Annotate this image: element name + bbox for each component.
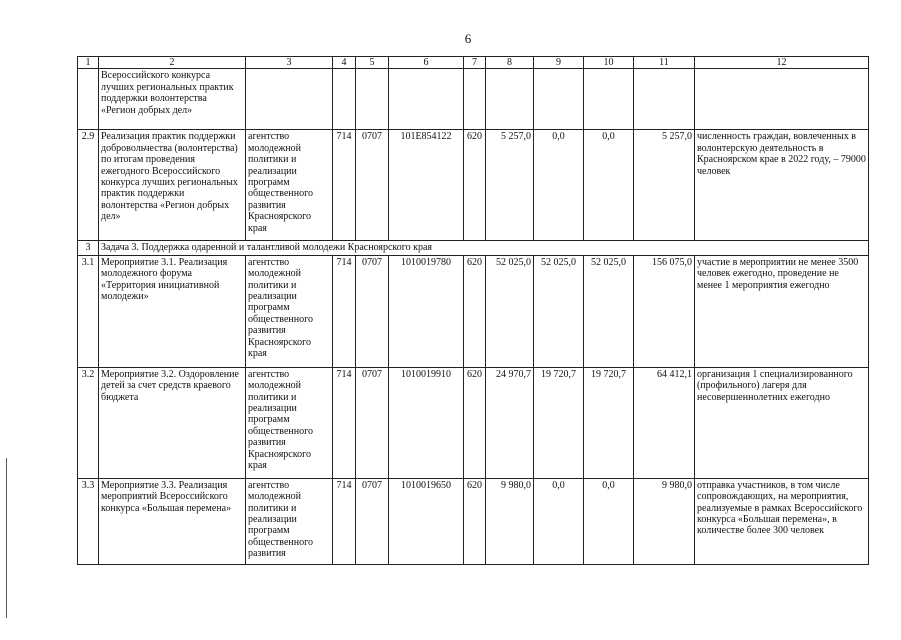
header-cell: 3: [246, 57, 333, 69]
row-number: 2.9: [78, 130, 99, 241]
cell-c10: 0,0: [584, 130, 634, 241]
header-cell: 1: [78, 57, 99, 69]
cell-c7: 620: [464, 255, 486, 367]
header-cell: 2: [99, 57, 246, 69]
header-cell: 5: [356, 57, 389, 69]
cell-c7: 620: [464, 478, 486, 564]
cell-c8: 9 980,0: [486, 478, 534, 564]
table-row: [78, 130, 869, 241]
header-cell: 7: [464, 57, 486, 69]
cell-c11: 64 412,1: [634, 367, 695, 478]
table-row: [78, 367, 869, 478]
cell-c8: 52 025,0: [486, 255, 534, 367]
task-row: [78, 241, 869, 255]
event-name: Всероссийского конкурса лучших региональных практик поддержки волонтерства «Регион добрых дел»: [99, 69, 246, 130]
row-number: 3.3: [78, 478, 99, 564]
cell-c8: 24 970,7: [486, 367, 534, 478]
result-indicator: [695, 69, 869, 130]
cell-c10: 19 720,7: [584, 367, 634, 478]
result-indicator: организация 1 специализированного (профильного) лагеря для несовершеннолетних ежегодно: [695, 367, 869, 478]
cell-c4: 714: [333, 478, 356, 564]
cell-c11: 9 980,0: [634, 478, 695, 564]
agency: агентство молодежной политики и реализации программ общественного развития: [246, 478, 333, 564]
agency: агентство молодежной политики и реализации программ общественного развития Красноярского края: [246, 255, 333, 367]
cell-c5: 0707: [356, 478, 389, 564]
header-cell: 9: [534, 57, 584, 69]
header-cell: 6: [389, 57, 464, 69]
cell-c4: 714: [333, 255, 356, 367]
cell-c9: [534, 69, 584, 130]
result-indicator: участие в мероприятии не менее 3500 человек ежегодно, проведение не менее 1 мероприятия ежегодно: [695, 255, 869, 367]
cell-c11: 156 075,0: [634, 255, 695, 367]
result-indicator: численность граждан, вовлеченных в волонтерскую деятельность в Красноярском крае в 2022 году, – 79000 человек: [695, 130, 869, 241]
header-cell: 4: [333, 57, 356, 69]
cell-c4: [333, 69, 356, 130]
cell-c10: [584, 69, 634, 130]
row-number: 3.1: [78, 255, 99, 367]
cell-c8: [486, 69, 534, 130]
event-name: Мероприятие 3.3. Реализация мероприятий Всероссийского конкурса «Большая перемена»: [99, 478, 246, 564]
cell-c7: [464, 69, 486, 130]
scan-edge-line: [6, 458, 7, 618]
cell-c10: 0,0: [584, 478, 634, 564]
row-number: 3.2: [78, 367, 99, 478]
cell-c9: 0,0: [534, 130, 584, 241]
cell-c5: 0707: [356, 367, 389, 478]
task-title: Задача 3. Поддержка одаренной и талантливой молодежи Красноярского края: [99, 241, 869, 255]
cell-c6: 1010019910: [389, 367, 464, 478]
cell-c9: 0,0: [534, 478, 584, 564]
cell-c11: [634, 69, 695, 130]
cell-c7: 620: [464, 367, 486, 478]
header-cell: 10: [584, 57, 634, 69]
cell-c5: [356, 69, 389, 130]
agency: [246, 69, 333, 130]
cell-c6: 1010019650: [389, 478, 464, 564]
cell-c9: 52 025,0: [534, 255, 584, 367]
event-name: Мероприятие 3.2. Оздоровление детей за счет средств краевого бюджета: [99, 367, 246, 478]
cell-c9: 19 720,7: [534, 367, 584, 478]
agency: агентство молодежной политики и реализации программ общественного развития Красноярского края: [246, 130, 333, 241]
cell-c7: 620: [464, 130, 486, 241]
table-row: [78, 69, 869, 130]
cell-c5: 0707: [356, 255, 389, 367]
header-row: [78, 57, 869, 69]
cell-c8: 5 257,0: [486, 130, 534, 241]
result-indicator: отправка участников, в том числе сопровождающих, на мероприятия, реализуемые в рамках Всероссийского конкурса «Большая перемена», в количестве более 300 человек: [695, 478, 869, 564]
event-name: Мероприятие 3.1. Реализация молодежного форума «Территория инициативной молодежи»: [99, 255, 246, 367]
header-cell: 11: [634, 57, 695, 69]
budget-table: [77, 56, 869, 565]
task-number: 3: [78, 241, 99, 255]
cell-c10: 52 025,0: [584, 255, 634, 367]
cell-c6: 1010019780: [389, 255, 464, 367]
event-name: Реализация практик поддержки добровольчества (волонтерства) по итогам проведения ежегодного Всероссийского конкурса лучших региональных практик поддержки волонтерства «Регион добрых дел»: [99, 130, 246, 241]
cell-c5: 0707: [356, 130, 389, 241]
cell-c11: 5 257,0: [634, 130, 695, 241]
table-row: [78, 255, 869, 367]
page-number: 6: [464, 31, 472, 46]
row-number: [78, 69, 99, 130]
cell-c6: 101E854122: [389, 130, 464, 241]
table-row: [78, 478, 869, 564]
header-cell: 12: [695, 57, 869, 69]
agency: агентство молодежной политики и реализации программ общественного развития Красноярского края: [246, 367, 333, 478]
header-cell: 8: [486, 57, 534, 69]
cell-c6: [389, 69, 464, 130]
cell-c4: 714: [333, 130, 356, 241]
cell-c4: 714: [333, 367, 356, 478]
